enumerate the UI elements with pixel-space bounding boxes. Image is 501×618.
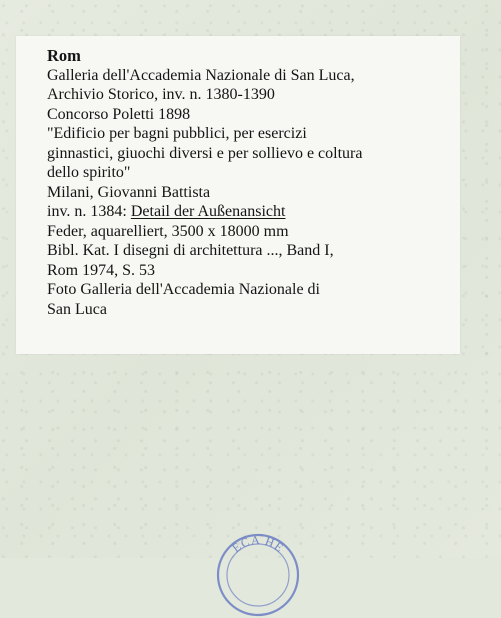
inventory-detail: Detail der Außenansicht xyxy=(130,203,286,220)
label-line-collection: Galleria dell'Accademia Nazionale di San Luca, xyxy=(47,66,355,84)
label-line-author: Milani, Giovanni Battista xyxy=(47,183,211,201)
label-line-photo-credit-2: San Luca xyxy=(47,300,107,318)
label-line-archive: Archivio Storico, inv. n. 1380-1390 xyxy=(47,86,275,103)
label-line-project-title-2: ginnastici, giuochi diversi e per sollievo e coltura xyxy=(47,144,363,162)
label-line-bibliography-2: Rom 1974, S. 53 xyxy=(47,261,156,279)
label-line-technique: Feder, aquarelliert, 3500 x 18000 mm xyxy=(47,222,289,240)
label-line-project-title-1: "Edificio per bagni pubblici, per esercizi xyxy=(47,125,307,142)
label-line-bibliography-1: Bibl. Kat. I disegni di architettura ..., Band I, xyxy=(47,242,334,259)
label-line-photo-credit-1: Foto Galleria dell'Accademia Nazionale di xyxy=(47,281,320,298)
inventory-prefix: inv. n. 1384: xyxy=(47,203,131,220)
stamp-text: ECA HE xyxy=(229,532,287,556)
label-line-competition: Concorso Poletti 1898 xyxy=(47,105,191,123)
catalog-label-text xyxy=(47,46,452,319)
stamp-inner-ring xyxy=(227,544,289,606)
label-title: Rom xyxy=(47,46,81,65)
catalog-label xyxy=(16,36,460,354)
label-line-inventory xyxy=(47,202,452,222)
stamp-outer-ring xyxy=(218,532,298,615)
label-line-project-title-3: dello spirito" xyxy=(47,164,131,181)
library-stamp xyxy=(215,532,301,618)
